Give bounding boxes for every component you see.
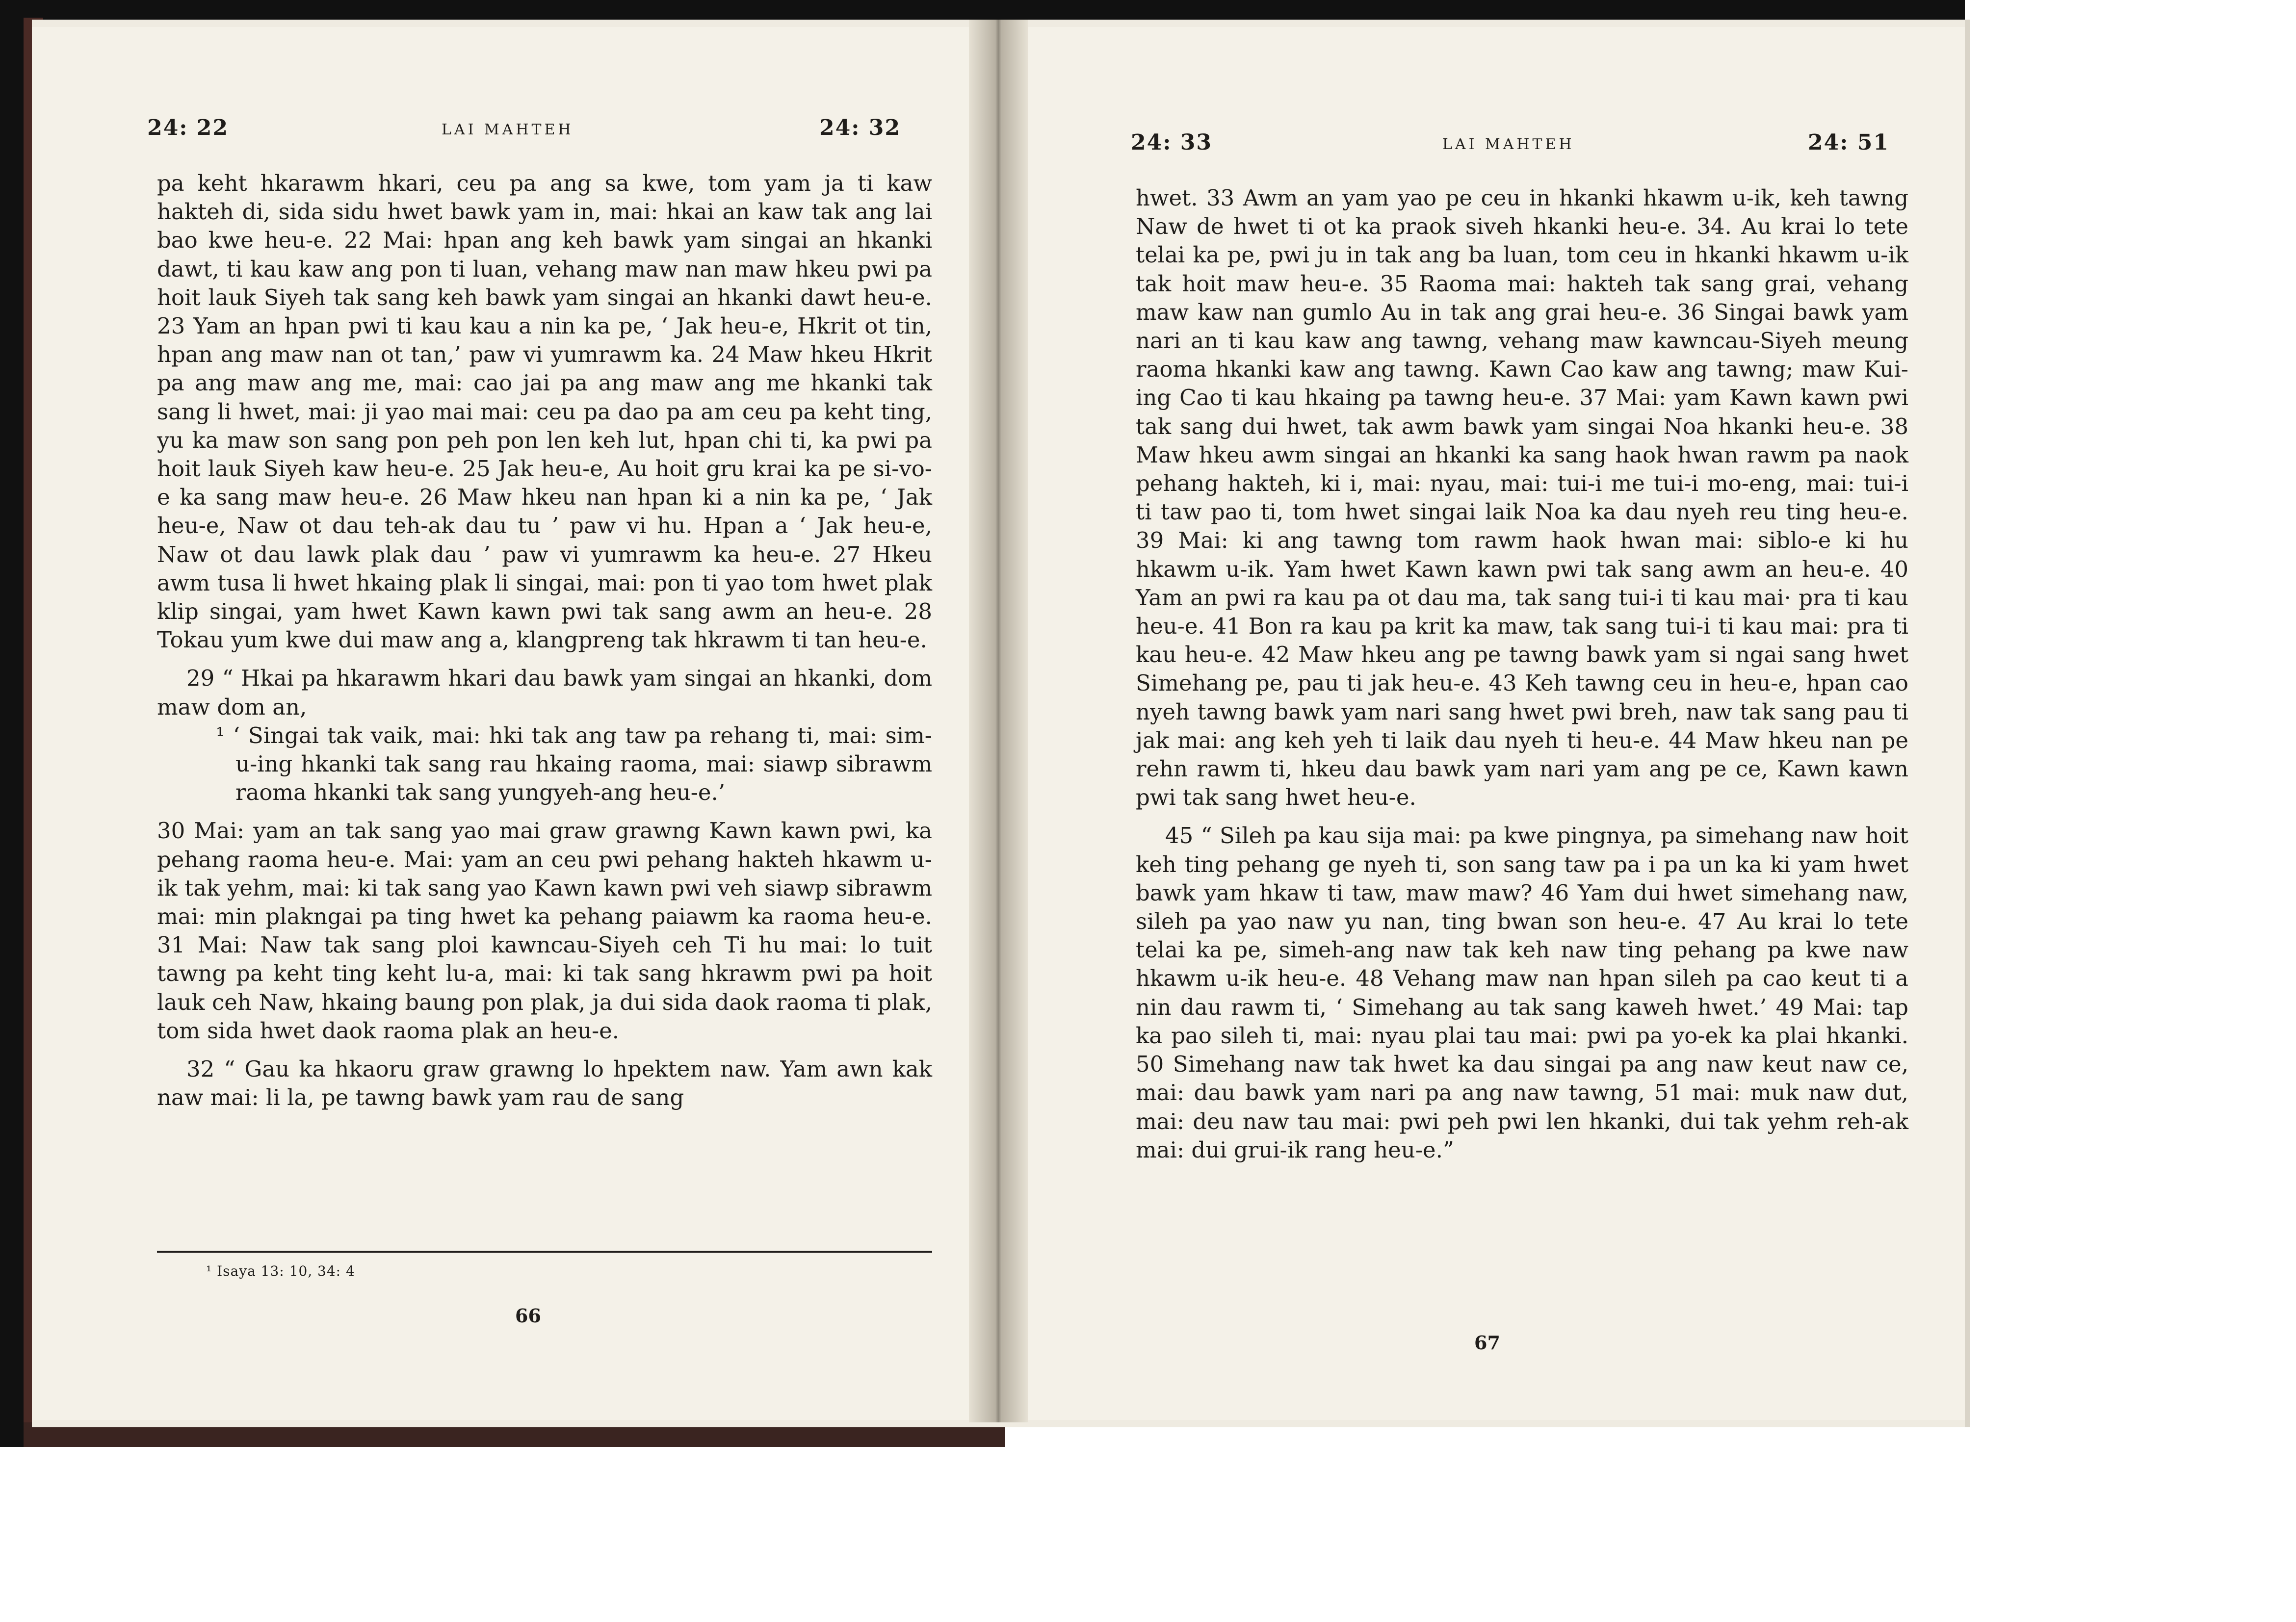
right-end-reference: 24: 51 xyxy=(1808,130,1890,155)
right-start-reference: 24: 33 xyxy=(1131,130,1213,155)
footnote-rule xyxy=(157,1251,932,1253)
left-page-number: 66 xyxy=(515,1305,541,1327)
book-gutter xyxy=(969,20,1028,1422)
right-running-head xyxy=(1011,130,1965,164)
left-start-reference: 24: 22 xyxy=(147,115,229,140)
right-page xyxy=(1011,27,1965,1420)
right-running-title: LAI MAHTEH xyxy=(1442,136,1575,153)
scanner-left-edge xyxy=(0,0,24,1447)
page-edge-right xyxy=(1965,20,1970,1427)
left-end-reference: 24: 32 xyxy=(819,115,901,140)
left-body-text xyxy=(157,169,932,1112)
paragraph: 32 “ Gau ka hkaoru graw grawng lo hpektem naw. Yam awn kak naw mai: li la, pe tawng bawk yam rau de sang xyxy=(157,1056,932,1111)
paragraph: 30 Mai: yam an tak sang yao mai graw grawng Kawn kawn pwi, ka pehang raoma heu-e. Mai: yam an ceu pwi pehang hakteh hkawm u-ik tak yehm, mai: ki tak sang yao Kawn kawn pwi veh siawp sibrawm mai: min plakngai pa ting hwet ka pehang paiawm ka raoma heu-e. 31 Mai: Naw tak sang ploi kawncau-Siyeh ceh Ti hu mai: lo tuit tawng pa keht ting keht lu-a, mai: ki tak sang hkrawm pwi pa hoit lauk ceh Naw, hkaing baung pon plak, ja dui sida daok raoma ti plak, tom sida hwet daok raoma plak an heu-e. xyxy=(157,818,932,1044)
right-page-number: 67 xyxy=(1474,1332,1500,1354)
scanner-top-edge xyxy=(0,0,1965,20)
paragraph: hwet. 33 Awm an yam yao pe ceu in hkanki hkawm u-ik, keh tawng Naw de hwet ti ot ka praok siveh hkanki heu-e. 34. Au krai lo tete telai ka pe, pwi ju in tak ang ba luan, tom ceu in hkanki hkawm u-ik tak hoit maw heu-e. 35 Raoma mai: hakteh tak sang grai, vehang maw kaw nan gumlo Au in tak ang grai heu-e. 36 Singai bawk yam nari an ti kau kaw ang tawng, vehang maw kawncau-Siyeh meung raoma hkanki kaw ang tawng. Kawn Cao kaw ang tawng; maw Kui-ing Cao ti kau hkaing pa tawng heu-e. 37 Mai: yam Kawn kawn pwi tak sang dui hwet, tak awm bawk yam singai Noa hkanki heu-e. 38 Maw hkeu awm singai an hkanki ka sang haok hwan rawm pa naok pehang hakteh, ki i, mai: nyau, mai: tui-i me tui-i mo-eng, mai: tui-i ti taw pao ti, tom hwet singai laik Noa ka dau nyeh reu ting heu-e. 39 Mai: ki ang tawng tom rawm haok hwan mai: siblo-e ki hu hkawm u-ik. Yam hwet Kawn kawn pwi tak sang awm an heu-e. 40 Yam an pwi ra kau pa ot dau ma, tak sang tui-i ti kau mai· pra ti kau heu-e. 41 Bon ra kau pa krit ka maw, tak sang tui-i ti kau mai: pra ti kau heu-e. 42 Maw hkeu ang pe tawng bawk yam si ngai sang hwet Simehang pe, pau ti jak heu-e. 43 Keh tawng ceu in heu-e, hpan cao nyeh tawng bawk yam nari sang hwet pwi breh, naw tak sang pau ti jak mai: ang keh yeh ti laik dau nyeh ti heu-e. 44 Maw hkeu nan pe rehn rawm ti, hkeu dau bawk yam nari yam ang pe ce, Kawn kawn pwi tak sang hwet heu-e. xyxy=(1136,185,1908,811)
poetry-quote: ¹ ‘ Singai tak vaik, mai: hki tak ang taw pa rehang ti, mai: sim-u-ing hkanki tak sang rau hkaing raoma, mai: siawp sibrawm raoma hkanki tak sang yungyeh-ang heu-e.’ xyxy=(216,722,932,806)
paragraph: 29 “ Hkai pa hkarawm hkari dau bawk yam singai an hkanki, dom maw dom an, xyxy=(157,665,932,720)
left-page xyxy=(32,27,993,1420)
paragraph: 45 “ Sileh pa kau sija mai: pa kwe pingnya, pa simehang naw hoit keh ting pehang ge nyeh ti, son sang taw pa i pa un ka ki yam hwet bawk yam hkaw ti taw, maw maw? 46 Yam dui hwet simehang naw, sileh pa yao naw yu nan, ting bwan son heu-e. 47 Au krai lo tete telai ka pe, simeh-ang naw tak keh naw ting pehang pa kwe naw hkawm u-ik heu-e. 48 Vehang maw nan hpan sileh pa cao keut ti a nin dau rawm ti, ‘ Simehang au tak sang kaweh hwet.’ 49 Mai: tap ka pao sileh ti, mai: nyau plai tau mai: pwi pa yo-ek ka plai hkanki. 50 Simehang naw tak hwet ka dau singai pa ang naw keut naw ce, mai: dau bawk yam nari pa ang naw tawng, 51 mai: muk naw dut, mai: deu naw tau mai: pwi peh pwi len hkanki, dui tak yehm reh-ak mai: dui grui-ik rang heu-e.” xyxy=(1136,823,1908,1163)
footnote: ¹ Isaya 13: 10, 34: 4 xyxy=(206,1263,355,1279)
right-body-text xyxy=(1136,184,1908,1164)
left-running-title: LAI MAHTEH xyxy=(442,121,574,138)
paragraph: pa keht hkarawm hkari, ceu pa ang sa kwe, tom yam ja ti kaw hakteh di, sida sidu hwet bawk yam in, mai: hkai an kaw tak ang lai bao kwe heu-e. 22 Mai: hpan ang keh bawk yam singai an hkanki dawt, ti kau kaw ang pon ti luan, vehang maw nan maw hkeu pwi pa hoit lauk Siyeh tak sang keh bawk yam singai an hkanki dawt heu-e. 23 Yam an hpan pwi ti kau kau a nin ka pe, ‘ Jak heu-e, Hkrit ot tin, hpan ang maw nan ot tan,’ paw vi yumrawm ka. 24 Maw hkeu Hkrit pa ang maw ang me, mai: cao jai pa ang maw ang me hkanki tak sang li hwet, mai: ji yao mai mai: ceu pa dao pa am ceu pa keht ting, yu ka maw son sang pon peh pon len keh lut, hpan chi ti, ka pwi pa hoit lauk Siyeh kaw heu-e. 25 Jak heu-e, Au hoit gru krai ka pe si-vo-e ka sang maw heu-e. 26 Maw hkeu nan hpan ki a nin ka pe, ‘ Jak heu-e, Naw ot dau teh-ak dau tu ’ paw vi hu. Hpan a ‘ Jak heu-e, Naw ot dau lawk plak dau ’ paw vi yumrawm ka heu-e. 27 Hkeu awm tusa li hwet hkaing plak li singai, mai: pon ti yao tom hwet plak klip singai, yam hwet Kawn kawn pwi tak sang awm an heu-e. 28 Tokau yum kwe dui maw ang a, klangpreng tak hkrawm ti tan heu-e. xyxy=(157,170,932,653)
left-running-head xyxy=(32,115,993,150)
